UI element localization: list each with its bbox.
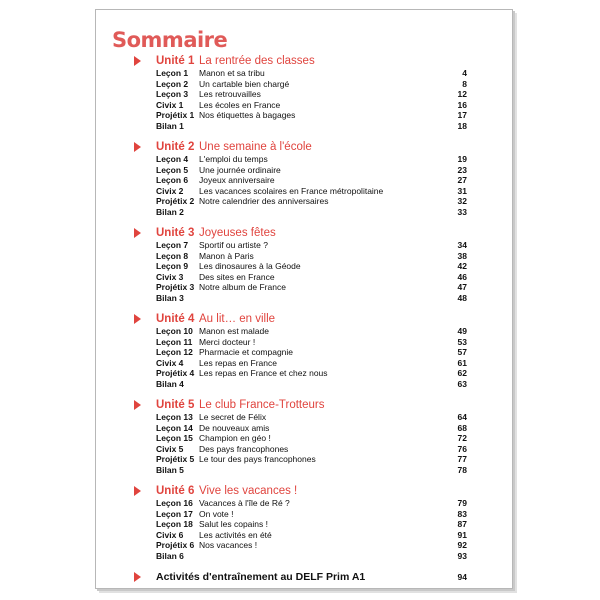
entry-label: Projétix 3	[156, 282, 195, 292]
unit-title: Joyeuses fêtes	[199, 227, 276, 239]
entry-title: Manon et sa tribu	[199, 68, 265, 78]
entry-title: Les activités en été	[199, 529, 272, 540]
entry-page: 53	[457, 336, 467, 347]
entry-title: Manon est malade	[199, 326, 269, 336]
entry-label: Civix 2	[156, 185, 184, 196]
unit-section	[96, 54, 512, 131]
unit-section	[96, 226, 512, 303]
entry-title: Champion en géo !	[199, 433, 271, 443]
delf-title: Activités d'entraînement au DELF Prim A1	[156, 571, 366, 583]
toc-entry[interactable]	[96, 540, 512, 551]
entry-title: Vacances à l'île de Ré ?	[199, 498, 290, 508]
entry-title: Merci docteur !	[199, 336, 256, 347]
toc-entry[interactable]	[96, 423, 512, 434]
toc-entry[interactable]	[96, 121, 512, 132]
entry-title: L'emploi du temps	[199, 154, 268, 164]
entry-title: On vote !	[199, 508, 234, 519]
entry-title: Des pays francophones	[199, 443, 289, 454]
toc-entry[interactable]	[96, 100, 512, 111]
entry-label: Leçon 11	[156, 336, 193, 347]
entry-page: 38	[457, 250, 467, 261]
entry-page: 42	[457, 261, 467, 271]
toc-entry[interactable]	[96, 379, 512, 390]
unit-heading[interactable]	[96, 484, 512, 498]
entry-page: 33	[457, 206, 467, 217]
toc-entry[interactable]	[96, 196, 512, 207]
entry-label: Bilan 6	[156, 550, 184, 561]
entry-page: 46	[457, 271, 467, 282]
entry-title: Joyeux anniversaire	[199, 175, 275, 185]
entry-title: Les dinosaures à la Géode	[199, 261, 301, 271]
delf-page: 94	[457, 572, 467, 582]
toc-entry[interactable]	[96, 186, 512, 197]
document-page	[95, 9, 513, 589]
toc-entry[interactable]	[96, 498, 512, 509]
entry-label: Civix 3	[156, 271, 184, 282]
toc-entry[interactable]	[96, 444, 512, 455]
unit-label: Unité 6	[156, 485, 195, 497]
toc-entry[interactable]	[96, 454, 512, 465]
unit-title: Le club France-Trotteurs	[199, 399, 325, 411]
unit-label: Unité 4	[156, 313, 195, 325]
entry-label: Leçon 5	[156, 164, 189, 175]
entry-label: Projétix 2	[156, 196, 195, 206]
entry-page: 79	[457, 498, 467, 508]
entry-label: Leçon 3	[156, 89, 189, 99]
toc-entry[interactable]	[96, 358, 512, 369]
entry-page: 64	[457, 412, 467, 422]
toc-entry[interactable]	[96, 272, 512, 283]
toc-entry[interactable]	[96, 347, 512, 358]
entry-label: Leçon 18	[156, 519, 193, 529]
entry-page: 32	[457, 196, 467, 206]
entry-page: 18	[457, 120, 467, 131]
entry-page: 63	[457, 378, 467, 389]
unit-label: Unité 3	[156, 227, 195, 239]
entry-title: Une journée ordinaire	[199, 164, 281, 175]
toc-entry[interactable]	[96, 530, 512, 541]
entry-title: Les vacances scolaires en France métropolitaine	[199, 185, 384, 196]
entry-label: Civix 4	[156, 357, 184, 368]
toc-entry[interactable]	[96, 551, 512, 562]
entry-label: Leçon 16	[156, 498, 193, 508]
toc-entry[interactable]	[96, 79, 512, 90]
unit-title: Vive les vacances !	[199, 485, 298, 497]
entry-label: Bilan 2	[156, 206, 184, 217]
entry-title: Nos étiquettes à bagages	[199, 110, 296, 120]
entry-page: 27	[457, 175, 467, 185]
entry-label: Leçon 14	[156, 422, 193, 433]
entry-page: 49	[457, 326, 467, 336]
entry-page: 23	[457, 164, 467, 175]
unit-heading[interactable]	[96, 312, 512, 326]
entry-label: Leçon 6	[156, 175, 189, 185]
unit-label: Unité 2	[156, 141, 195, 153]
entry-title: Un cartable bien chargé	[199, 78, 290, 89]
toc-entry[interactable]	[96, 175, 512, 186]
toc-entry[interactable]	[96, 89, 512, 100]
entry-page: 47	[457, 282, 467, 292]
entry-page: 91	[457, 529, 467, 540]
entry-title: Le tour des pays francophones	[199, 454, 316, 464]
entry-page: 92	[457, 540, 467, 550]
entry-page: 48	[457, 292, 467, 303]
toc-entry[interactable]	[96, 154, 512, 165]
entry-title: Les écoles en France	[199, 99, 281, 110]
unit-section	[96, 140, 512, 217]
entry-label: Bilan 4	[156, 378, 184, 389]
play-arrow-icon	[134, 142, 141, 152]
entry-page: 34	[457, 240, 467, 250]
toc-entry[interactable]	[96, 293, 512, 304]
entry-label: Projétix 4	[156, 368, 195, 378]
entry-title: Notre album de France	[199, 282, 286, 292]
page-title: Sommaire	[112, 28, 228, 52]
toc-entry[interactable]	[96, 337, 512, 348]
entry-label: Leçon 15	[156, 433, 193, 443]
toc-entry[interactable]	[96, 165, 512, 176]
entry-title: Les repas en France et chez nous	[199, 368, 328, 378]
entry-label: Leçon 2	[156, 78, 189, 89]
unit-heading[interactable]	[96, 54, 512, 68]
entry-page: 78	[457, 464, 467, 475]
unit-section	[96, 484, 512, 561]
toc-entry[interactable]	[96, 261, 512, 272]
entry-page: 62	[457, 368, 467, 378]
entry-title: Salut les copains !	[199, 519, 268, 529]
entry-label: Leçon 9	[156, 261, 189, 271]
entry-label: Civix 5	[156, 443, 184, 454]
entry-page: 93	[457, 550, 467, 561]
entry-label: Leçon 1	[156, 68, 189, 78]
toc-entry[interactable]	[96, 412, 512, 423]
entry-page: 87	[457, 519, 467, 529]
entry-title: De nouveaux amis	[199, 422, 270, 433]
entry-label: Bilan 3	[156, 292, 184, 303]
entry-label: Civix 1	[156, 99, 184, 110]
unit-title: Au lit… en ville	[199, 313, 276, 325]
entry-title: Nos vacances !	[199, 540, 258, 550]
play-arrow-icon	[134, 400, 141, 410]
entry-page: 12	[457, 89, 467, 99]
entry-label: Projétix 1	[156, 110, 195, 120]
entry-label: Leçon 12	[156, 347, 193, 357]
toc-entry[interactable]	[96, 433, 512, 444]
table-of-contents	[96, 54, 512, 584]
entry-page: 77	[457, 454, 467, 464]
entry-page: 76	[457, 443, 467, 454]
entry-page: 4	[462, 68, 467, 78]
entry-page: 17	[457, 110, 467, 120]
entry-label: Civix 6	[156, 529, 184, 540]
delf-entry[interactable]	[96, 570, 512, 584]
entry-label: Bilan 5	[156, 464, 184, 475]
entry-title: Les retrouvailles	[199, 89, 261, 99]
unit-heading[interactable]	[96, 226, 512, 240]
entry-page: 31	[457, 185, 467, 196]
entry-page: 61	[457, 357, 467, 368]
toc-entry[interactable]	[96, 368, 512, 379]
toc-entry[interactable]	[96, 110, 512, 121]
entry-page: 19	[457, 154, 467, 164]
toc-entry[interactable]	[96, 251, 512, 262]
entry-title: Le secret de Félix	[199, 412, 267, 422]
entry-title: Manon à Paris	[199, 250, 254, 261]
unit-section	[96, 398, 512, 475]
toc-entry[interactable]	[96, 465, 512, 476]
entry-page: 72	[457, 433, 467, 443]
play-arrow-icon	[134, 572, 141, 582]
toc-entry[interactable]	[96, 240, 512, 251]
entry-title: Les repas en France	[199, 357, 277, 368]
entry-page: 57	[457, 347, 467, 357]
play-arrow-icon	[134, 228, 141, 238]
unit-heading[interactable]	[96, 398, 512, 412]
entry-label: Leçon 8	[156, 250, 189, 261]
unit-label: Unité 1	[156, 55, 195, 67]
unit-heading[interactable]	[96, 140, 512, 154]
toc-entry[interactable]	[96, 207, 512, 218]
unit-title: Une semaine à l'école	[199, 141, 312, 153]
entry-label: Leçon 10	[156, 326, 193, 336]
toc-entry[interactable]	[96, 282, 512, 293]
unit-label: Unité 5	[156, 399, 195, 411]
toc-entry[interactable]	[96, 68, 512, 79]
entry-label: Leçon 7	[156, 240, 189, 250]
entry-page: 68	[457, 422, 467, 433]
toc-entry[interactable]	[96, 519, 512, 530]
entry-label: Bilan 1	[156, 120, 184, 131]
entry-title: Pharmacie et compagnie	[199, 347, 294, 357]
toc-entry[interactable]	[96, 326, 512, 337]
entry-page: 8	[462, 78, 467, 89]
entry-label: Leçon 4	[156, 154, 189, 164]
play-arrow-icon	[134, 56, 141, 66]
play-arrow-icon	[134, 314, 141, 324]
entry-page: 83	[457, 508, 467, 519]
entry-label: Projétix 5	[156, 454, 195, 464]
entry-label: Leçon 17	[156, 508, 193, 519]
unit-section	[96, 312, 512, 389]
entry-page: 16	[457, 99, 467, 110]
unit-title: La rentrée des classes	[199, 55, 315, 67]
entry-title: Notre calendrier des anniversaires	[199, 196, 329, 206]
play-arrow-icon	[134, 486, 141, 496]
entry-title: Des sites en France	[199, 271, 275, 282]
entry-label: Projétix 6	[156, 540, 195, 550]
toc-entry[interactable]	[96, 509, 512, 520]
entry-label: Leçon 13	[156, 412, 193, 422]
entry-title: Sportif ou artiste ?	[199, 240, 268, 250]
